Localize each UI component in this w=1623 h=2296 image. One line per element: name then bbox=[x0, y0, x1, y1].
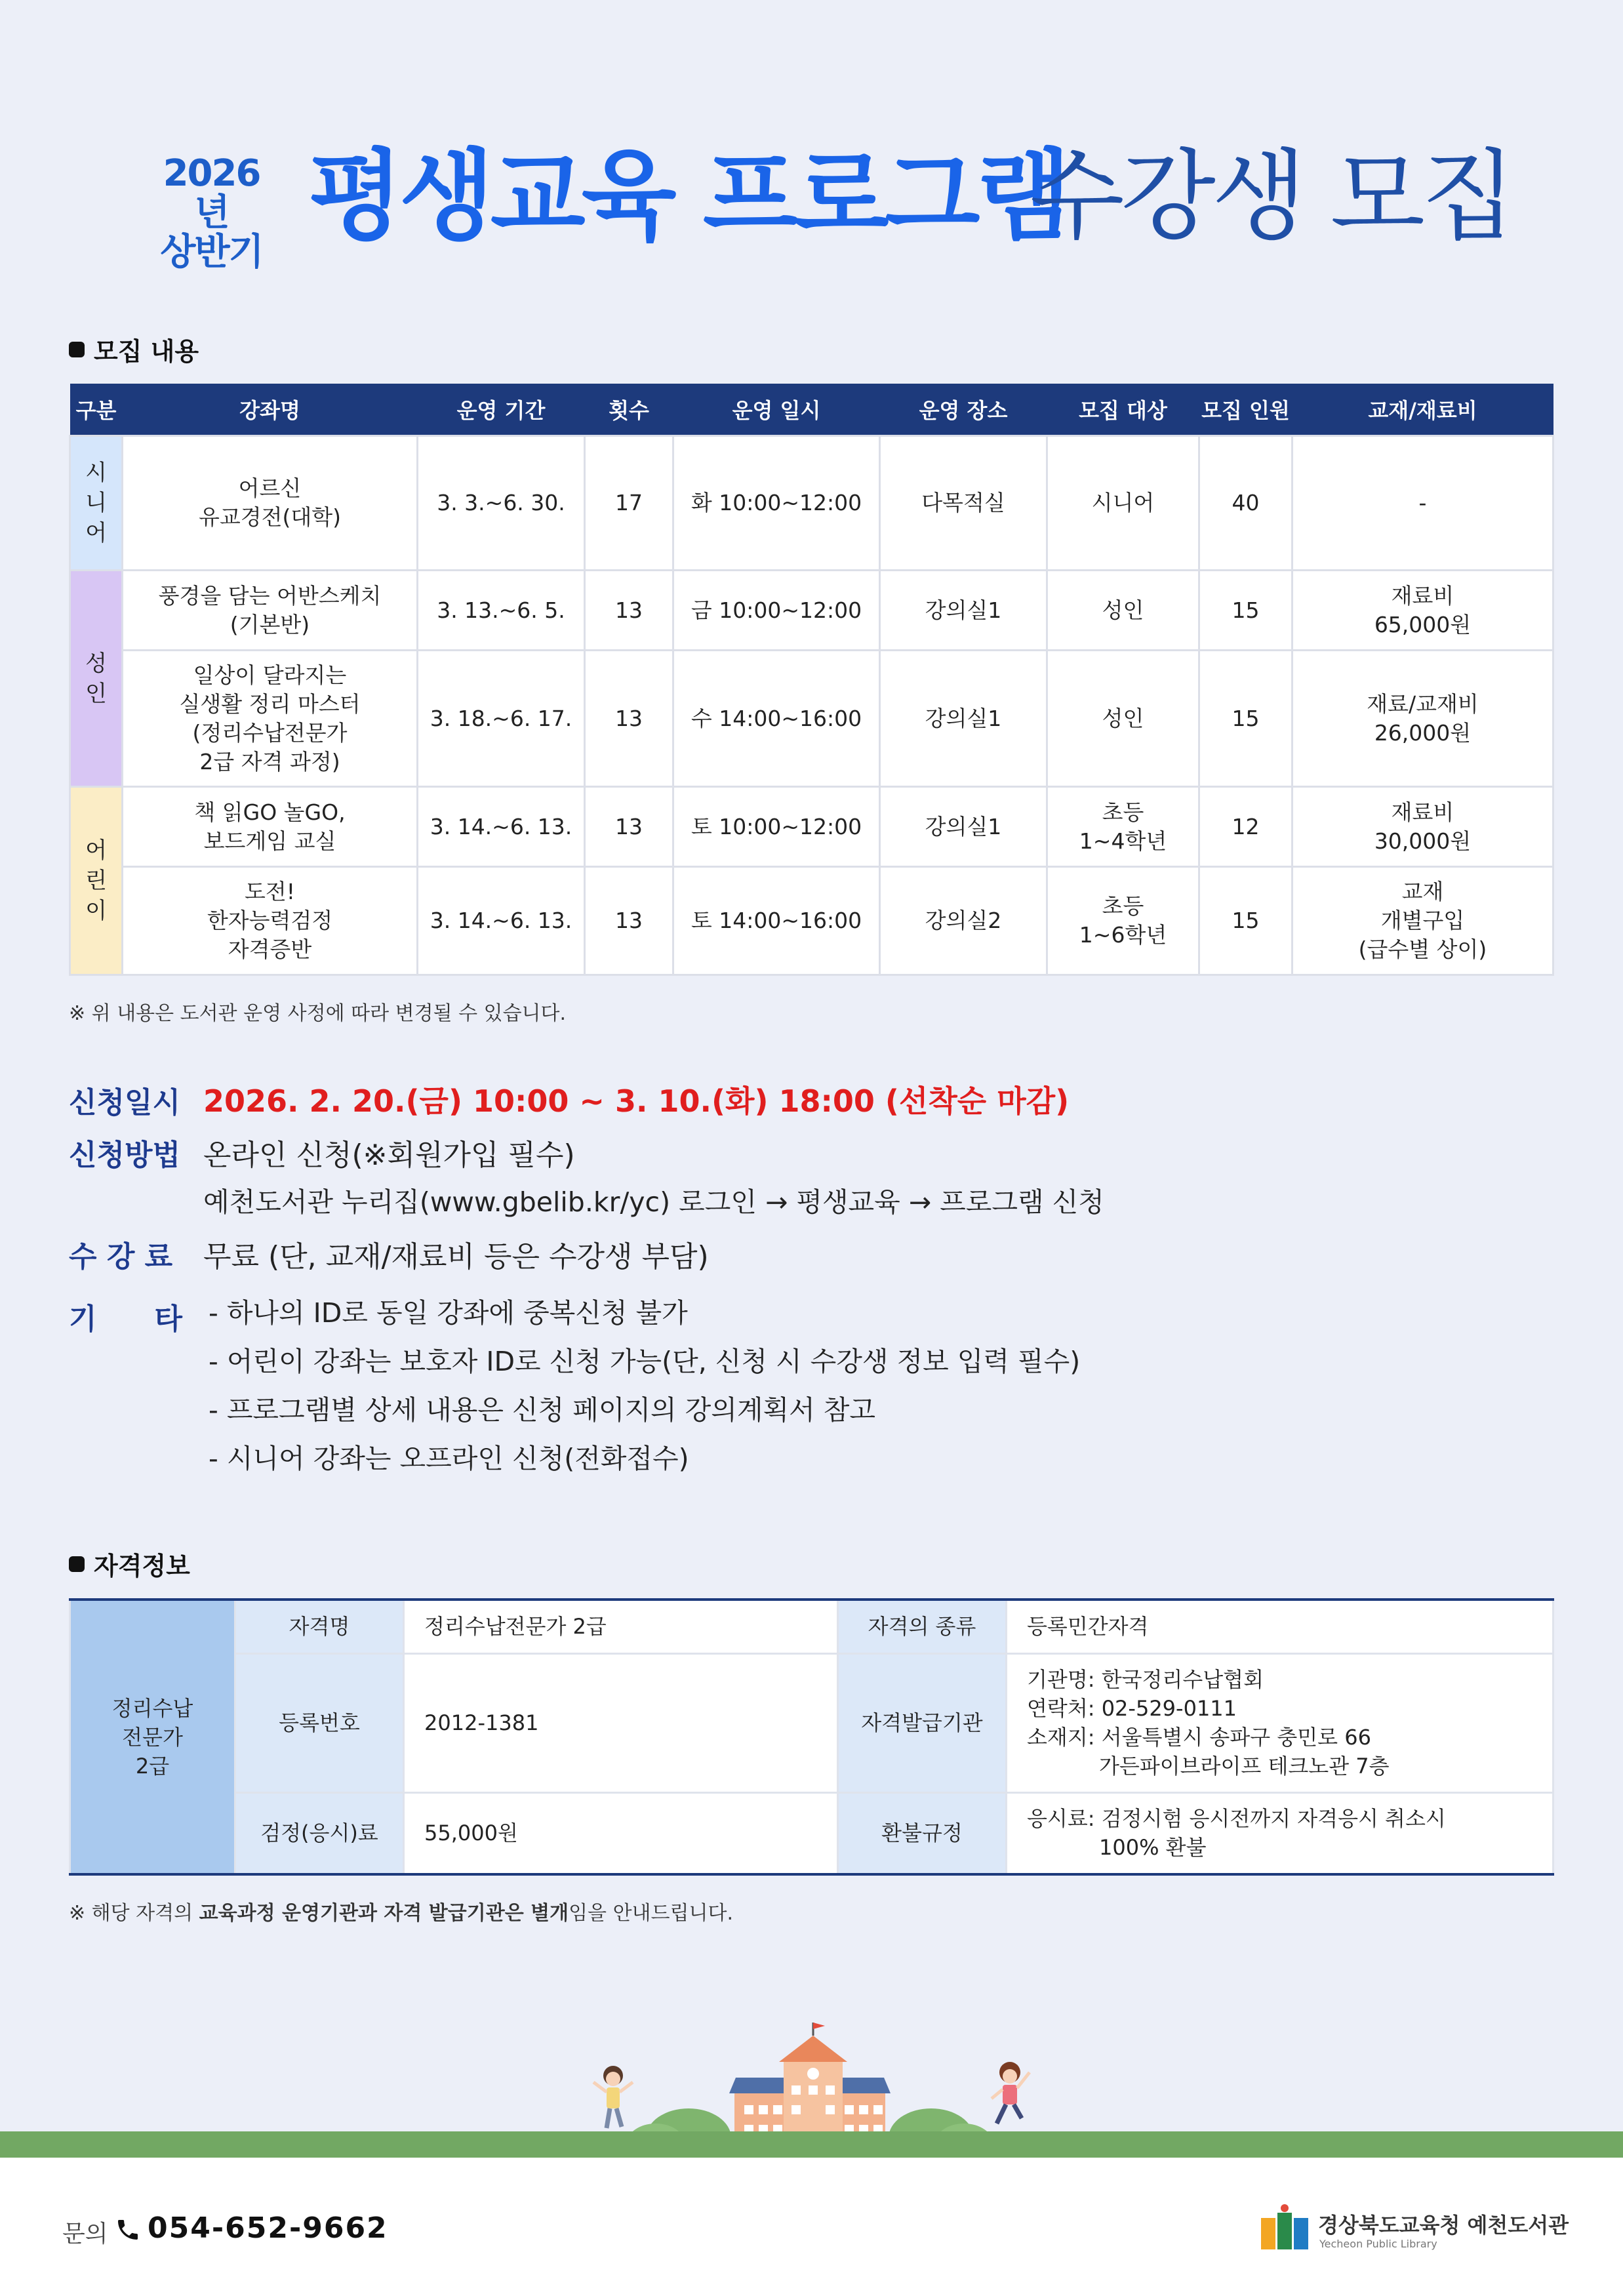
apply-method-line1: 온라인 신청(※회원가입 필수) bbox=[203, 1138, 575, 1172]
course-capacity: 12 bbox=[1199, 787, 1292, 867]
course-count: 13 bbox=[585, 787, 673, 867]
recruit-note: ※ 위 내용은 도서관 운영 사정에 따라 변경될 수 있습니다. bbox=[69, 1002, 567, 1025]
contact-phone[interactable]: 054-652-9662 bbox=[148, 2211, 388, 2245]
table-row bbox=[70, 787, 1553, 867]
course-count: 17 bbox=[585, 436, 673, 571]
course-count: 13 bbox=[585, 651, 673, 787]
course-period: 3. 14.~6. 13. bbox=[418, 867, 585, 975]
header-fee: 교재/재료비 bbox=[1292, 384, 1553, 436]
bullet-icon bbox=[69, 1556, 85, 1572]
course-fee: 재료비 30,000원 bbox=[1292, 787, 1553, 867]
issuer-line: 연락처: 02-529-0111 bbox=[1027, 1696, 1237, 1721]
apply-date-value: 2026. 2. 20.(금) 10:00 ~ 3. 10.(화) 18:00 (선착순 마감) bbox=[203, 1083, 1070, 1119]
table-row bbox=[70, 1792, 1553, 1874]
library-logo-icon bbox=[1258, 2204, 1312, 2255]
recruit-heading bbox=[69, 331, 199, 367]
bullet-icon bbox=[69, 342, 85, 357]
issuer-line: 소재지: 서울특별시 송파구 충민로 66 bbox=[1027, 1725, 1371, 1750]
cert-value: 등록민간자격 bbox=[1007, 1600, 1553, 1653]
cert-issuer-info bbox=[1007, 1653, 1553, 1792]
course-name: 책 읽GO 놀GO, 보드게임 교실 bbox=[123, 787, 418, 867]
phone-icon bbox=[115, 2217, 141, 2243]
category-senior: 시 니 어 bbox=[70, 436, 123, 571]
course-count: 13 bbox=[585, 571, 673, 651]
title-year: 2026년 bbox=[163, 152, 260, 234]
category-adult: 성 인 bbox=[70, 571, 123, 787]
table-row bbox=[70, 571, 1553, 651]
child-left-icon bbox=[593, 2066, 633, 2128]
table-row bbox=[70, 1600, 1553, 1653]
child-right-icon bbox=[992, 2062, 1030, 2124]
course-capacity: 15 bbox=[1199, 867, 1292, 975]
course-period: 3. 14.~6. 13. bbox=[418, 787, 585, 867]
header-target: 모집 대상 bbox=[1047, 384, 1199, 436]
cert-label: 등록번호 bbox=[235, 1653, 404, 1792]
title-sub: 수강생 모집 bbox=[1030, 140, 1513, 254]
recruit-heading-text: 모집 내용 bbox=[94, 337, 199, 366]
refund-line: 응시료: 검정시험 응시전까지 자격응시 취소시 bbox=[1027, 1806, 1446, 1832]
cert-value: 정리수납전문가 2급 bbox=[404, 1600, 838, 1653]
course-fee: - bbox=[1292, 436, 1553, 571]
category-child: 어 린 이 bbox=[70, 787, 123, 975]
library-name-en: Yecheon Public Library bbox=[1319, 2238, 1437, 2250]
contact-label: 문의 bbox=[62, 2221, 108, 2247]
cert-note-part: ※ 해당 자격의 bbox=[69, 1902, 199, 1925]
course-capacity: 15 bbox=[1199, 571, 1292, 651]
title-year-half bbox=[148, 154, 275, 272]
course-target: 시니어 bbox=[1047, 436, 1199, 571]
apply-method-label: 신청방법 bbox=[69, 1138, 181, 1172]
course-fee: 재료비 65,000원 bbox=[1292, 571, 1553, 651]
header-time: 운영 일시 bbox=[673, 384, 880, 436]
course-name: 어르신 유교경전(대학) bbox=[123, 436, 418, 571]
apply-etc-list bbox=[209, 1289, 1080, 1483]
course-target: 초등 1~4학년 bbox=[1047, 787, 1199, 867]
course-fee: 교재 개별구입 (급수별 상이) bbox=[1292, 867, 1553, 975]
course-time: 토 14:00~16:00 bbox=[673, 867, 880, 975]
cert-refund-info bbox=[1007, 1792, 1553, 1874]
title-half: 상반기 bbox=[160, 231, 263, 273]
course-name: 풍경을 담는 어반스케치 (기본반) bbox=[123, 571, 418, 651]
cert-value: 55,000원 bbox=[404, 1792, 838, 1874]
apply-fee-label: 수 강 료 bbox=[69, 1240, 173, 1274]
cert-note-bold: 교육과정 운영기관과 자격 발급기관은 별개 bbox=[199, 1902, 569, 1925]
cert-label: 검정(응시)료 bbox=[235, 1792, 404, 1874]
cert-table bbox=[69, 1598, 1554, 1876]
header-count: 횟수 bbox=[585, 384, 673, 436]
cert-name: 정리수납 전문가 2급 bbox=[70, 1600, 235, 1874]
apply-method-line2: 예천도서관 누리집(www.gbelib.kr/yc) 로그인 → 평생교육 → 프로그램 신청 bbox=[203, 1186, 1104, 1218]
library-name: 경상북도교육청 예천도서관 bbox=[1318, 2213, 1569, 2238]
apply-fee-value: 무료 (단, 교재/재료비 등은 수강생 부담) bbox=[203, 1240, 709, 1274]
refund-line: 100% 환불 bbox=[1099, 1835, 1207, 1861]
course-count: 13 bbox=[585, 867, 673, 975]
course-place: 강의실1 bbox=[880, 787, 1047, 867]
course-target: 성인 bbox=[1047, 571, 1199, 651]
course-period: 3. 18.~6. 17. bbox=[418, 651, 585, 787]
header-place: 운영 장소 bbox=[880, 384, 1047, 436]
table-row bbox=[70, 651, 1553, 787]
course-time: 토 10:00~12:00 bbox=[673, 787, 880, 867]
cert-label: 자격명 bbox=[235, 1600, 404, 1653]
course-place: 강의실2 bbox=[880, 867, 1047, 975]
cert-heading bbox=[69, 1546, 190, 1582]
etc-item: - 어린이 강좌는 보호자 ID로 신청 가능(단, 신청 시 수강생 정보 입력 필수) bbox=[209, 1346, 1081, 1377]
cert-note-part: 임을 안내드립니다. bbox=[569, 1902, 733, 1925]
issuer-line: 가든파이브라이프 테크노관 7층 bbox=[1099, 1754, 1390, 1779]
course-capacity: 15 bbox=[1199, 651, 1292, 787]
header-course: 강좌명 bbox=[123, 384, 418, 436]
cert-label: 자격발급기관 bbox=[838, 1653, 1007, 1792]
table-row bbox=[70, 436, 1553, 571]
apply-etc-label: 기 타 bbox=[69, 1302, 183, 1336]
cert-value: 2012-1381 bbox=[404, 1653, 838, 1792]
course-capacity: 40 bbox=[1199, 436, 1292, 571]
apply-date-label: 신청일시 bbox=[69, 1086, 181, 1119]
course-target: 초등 1~6학년 bbox=[1047, 867, 1199, 975]
ground-strip bbox=[0, 2131, 1623, 2158]
header-capacity: 모집 인원 bbox=[1199, 384, 1292, 436]
title-main: 평생교육 프로그램 bbox=[308, 140, 1068, 254]
course-target: 성인 bbox=[1047, 651, 1199, 787]
etc-item: - 하나의 ID로 동일 강좌에 중복신청 불가 bbox=[209, 1297, 688, 1329]
etc-item: - 프로그램별 상세 내용은 신청 페이지의 강의계획서 참고 bbox=[209, 1394, 875, 1426]
header-category: 구분 bbox=[70, 384, 123, 436]
course-fee: 재료/교재비 26,000원 bbox=[1292, 651, 1553, 787]
issuer-line: 기관명: 한국정리수납협회 bbox=[1027, 1667, 1264, 1692]
cert-note bbox=[69, 1897, 733, 1925]
etc-item: - 시니어 강좌는 오프라인 신청(전화접수) bbox=[209, 1443, 689, 1474]
course-place: 다목적실 bbox=[880, 436, 1047, 571]
course-name: 일상이 달라지는 실생활 정리 마스터 (정리수납전문가 2급 자격 과정) bbox=[123, 651, 418, 787]
course-place: 강의실1 bbox=[880, 651, 1047, 787]
table-header-row bbox=[70, 384, 1553, 436]
table-row bbox=[70, 1653, 1553, 1792]
course-time: 화 10:00~12:00 bbox=[673, 436, 880, 571]
course-time: 수 14:00~16:00 bbox=[673, 651, 880, 787]
course-place: 강의실1 bbox=[880, 571, 1047, 651]
course-period: 3. 3.~6. 30. bbox=[418, 436, 585, 571]
cert-label: 자격의 종류 bbox=[838, 1600, 1007, 1653]
table-row bbox=[70, 867, 1553, 975]
header-period: 운영 기간 bbox=[418, 384, 585, 436]
recruit-table bbox=[69, 384, 1554, 976]
course-name: 도전! 한자능력검정 자격증반 bbox=[123, 867, 418, 975]
cert-label: 환불규정 bbox=[838, 1792, 1007, 1874]
cert-heading-text: 자격정보 bbox=[94, 1552, 190, 1581]
course-period: 3. 13.~6. 5. bbox=[418, 571, 585, 651]
course-time: 금 10:00~12:00 bbox=[673, 571, 880, 651]
